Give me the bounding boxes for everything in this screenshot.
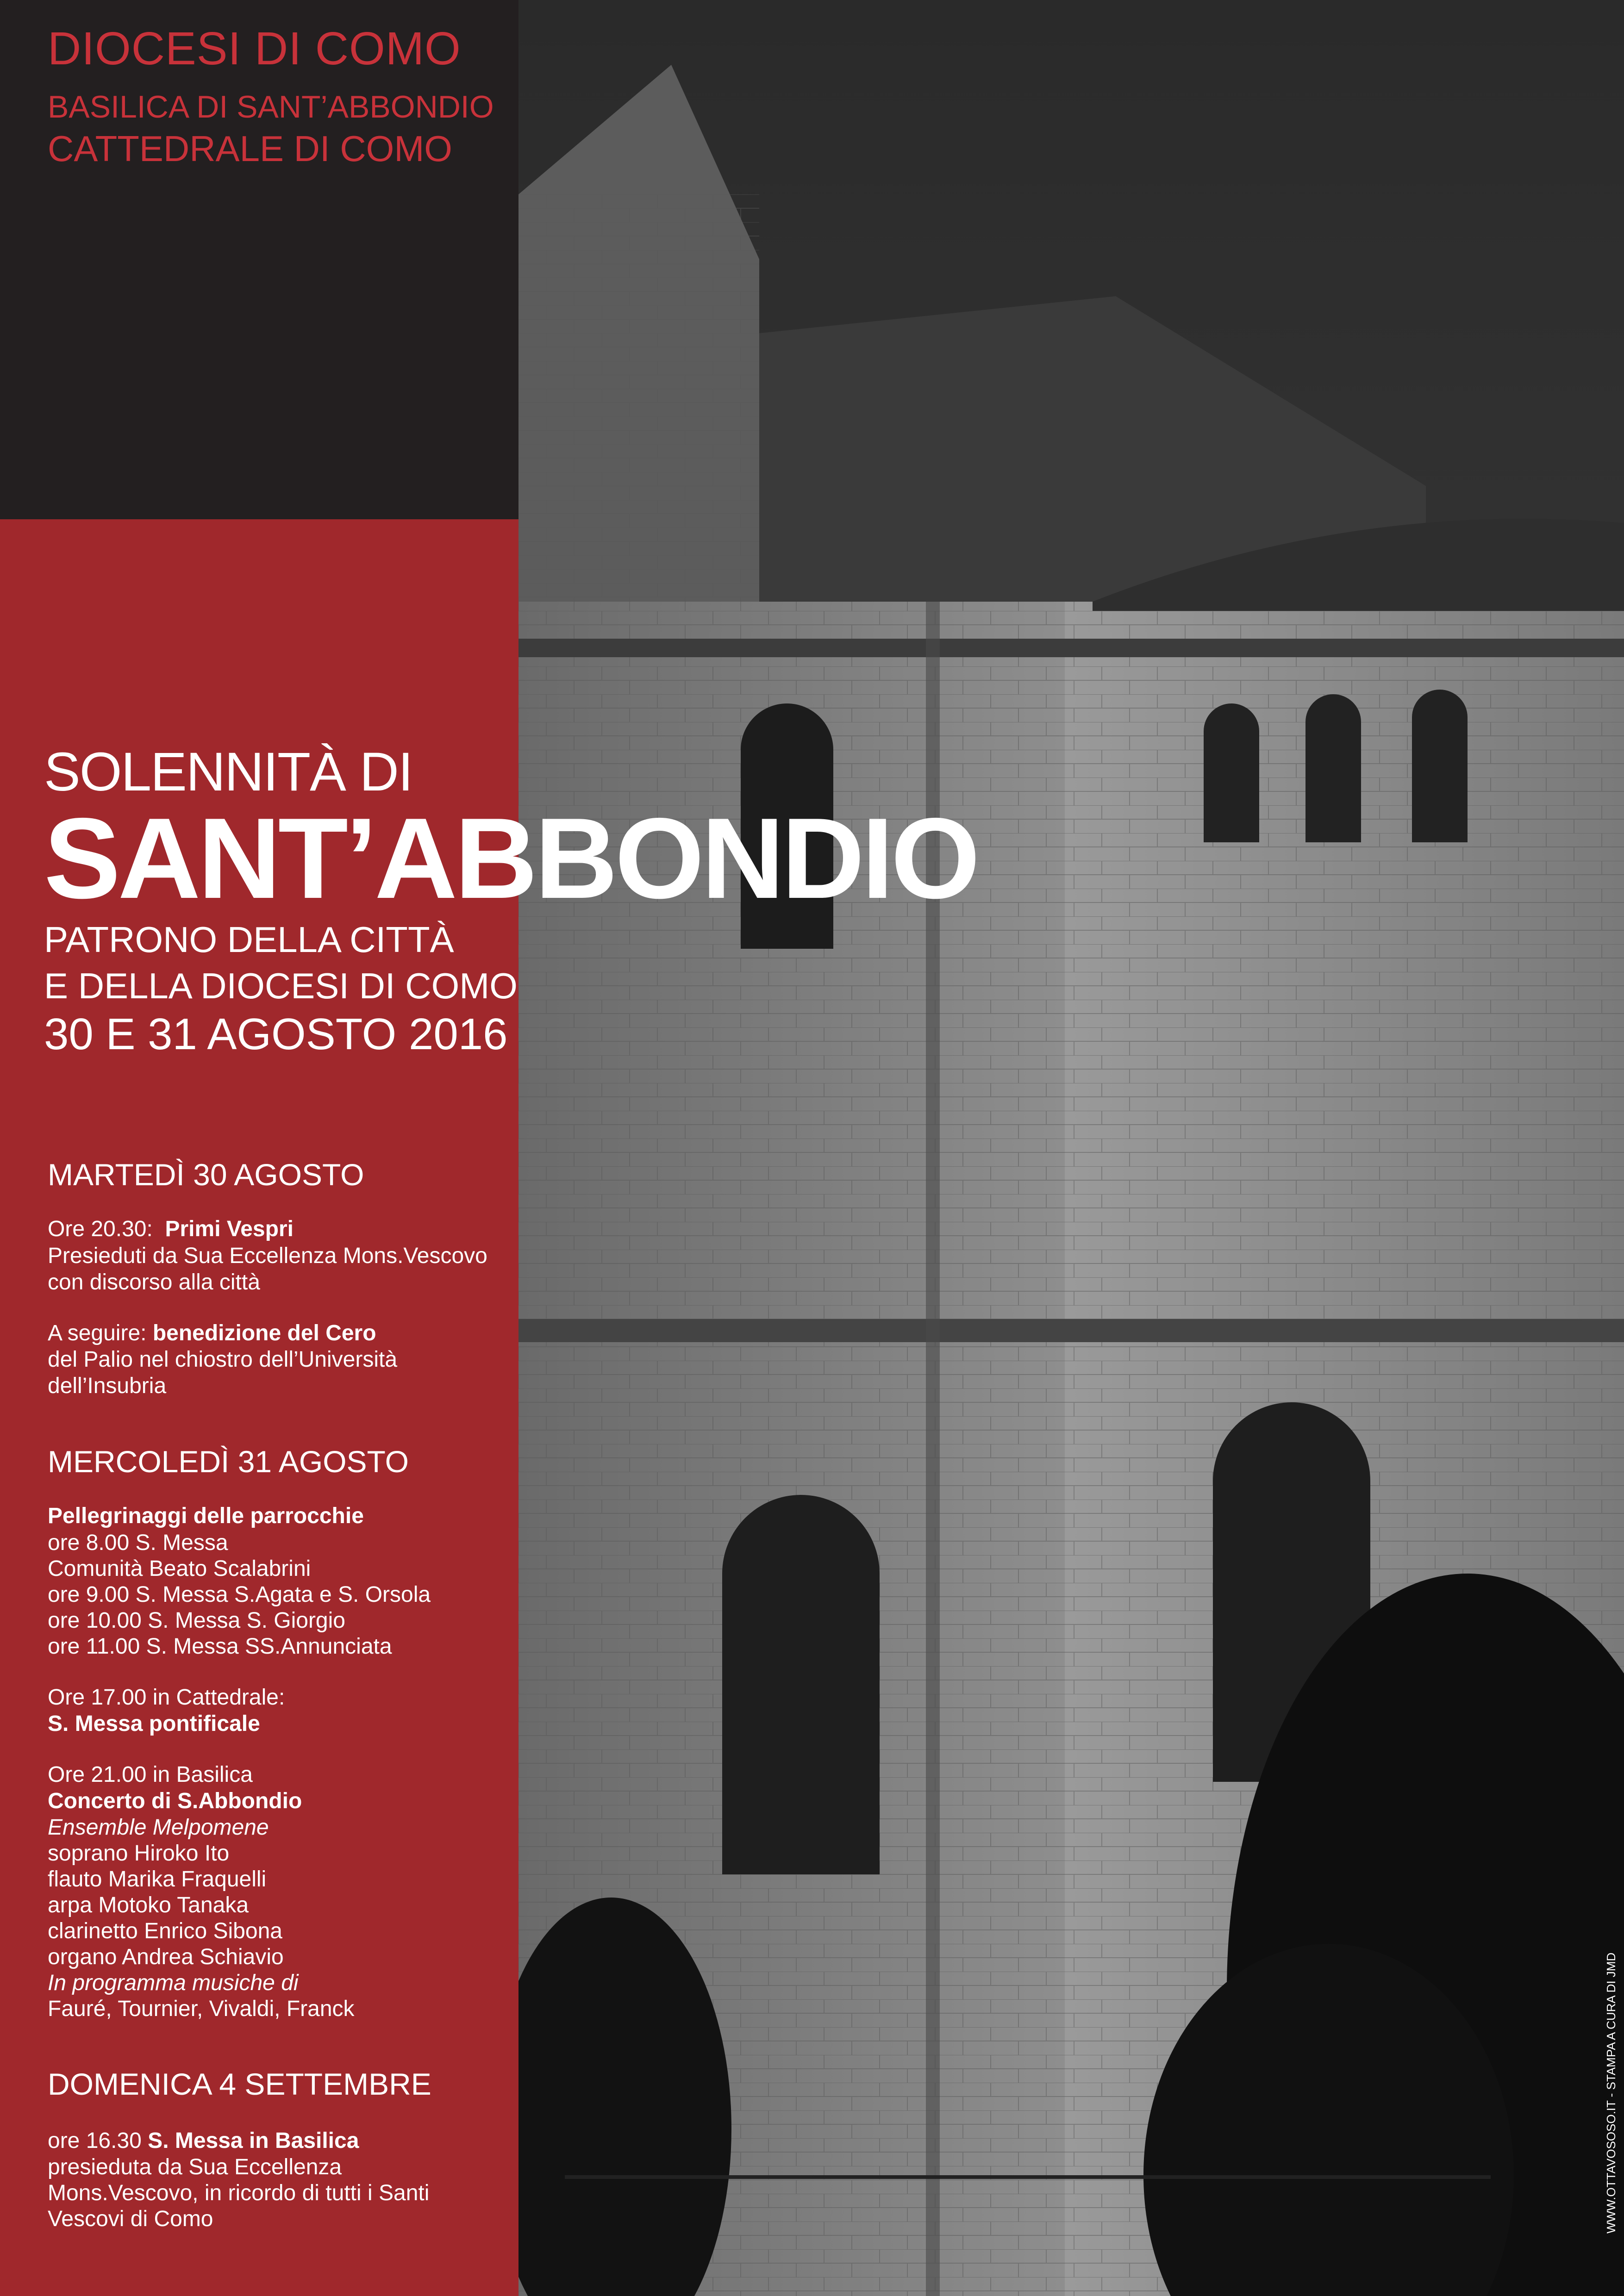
print-credit: WWW.OTTAVOSOSO.IT - STAMPA A CURA DI JMD bbox=[1604, 1952, 1618, 2234]
basilica-photo bbox=[518, 0, 1624, 2296]
day3-event-line: Vescovi di Como bbox=[48, 2207, 213, 2231]
pilgrimage-title: Pellegrinaggi delle parrocchie bbox=[48, 1504, 364, 1528]
pilgrimage-line: ore 9.00 S. Messa S.Agata e S. Orsola bbox=[48, 1582, 431, 1607]
diocese-title: DIOCESI DI COMO bbox=[48, 23, 461, 75]
pilgrimage-line: Comunità Beato Scalabrini bbox=[48, 1556, 311, 1581]
pilgrimage-line: ore 11.00 S. Messa SS.Annunciata bbox=[48, 1634, 392, 1659]
concert-program-label: In programma musiche di bbox=[48, 1971, 299, 1995]
concert-performer: organo Andrea Schiavio bbox=[48, 1945, 284, 1969]
cathedral-mass-time: Ore 17.00 in Cattedrale: bbox=[48, 1685, 285, 1710]
day1-event2-pre: A seguire: bbox=[48, 1321, 147, 1345]
day3-event-line: Mons.Vescovo, in ricordo di tutti i Santi bbox=[48, 2181, 430, 2205]
day3-event-line1 bbox=[48, 2130, 359, 2152]
event-pretitle: SOLENNITÀ DI bbox=[44, 741, 412, 803]
day1-event2-line2: del Palio nel chiostro dell’Università bbox=[48, 1347, 398, 1372]
day1-event2-title: benedizione del Cero bbox=[152, 1321, 376, 1345]
event-subtitle-2: E DELLA DIOCESI DI COMO bbox=[44, 965, 518, 1006]
concert-performer: soprano Hiroko Ito bbox=[48, 1841, 230, 1866]
day3-event-line: presieduta da Sua Eccellenza bbox=[48, 2155, 342, 2179]
concert-time: Ore 21.00 in Basilica bbox=[48, 1762, 253, 1787]
day3-event-title: S. Messa in Basilica bbox=[148, 2128, 359, 2153]
concert-ensemble: Ensemble Melpomene bbox=[48, 1815, 269, 1840]
day3-event-time: ore 16.30 bbox=[48, 2128, 142, 2153]
concert-performer: flauto Marika Fraquelli bbox=[48, 1867, 267, 1892]
day1-event1-line3: con discorso alla città bbox=[48, 1270, 260, 1294]
day1-event2-line3: dell’Insubria bbox=[48, 1374, 167, 1398]
day1-event1-title: Primi Vespri bbox=[165, 1217, 294, 1241]
event-title: SANT’ABBONDIO bbox=[44, 794, 978, 922]
concert-composers: Fauré, Tournier, Vivaldi, Franck bbox=[48, 1997, 355, 2021]
concert-performer: arpa Motoko Tanaka bbox=[48, 1893, 249, 1917]
day1-event2-line1 bbox=[48, 1322, 376, 1344]
concert-performer: clarinetto Enrico Sibona bbox=[48, 1919, 282, 1943]
basilica-title: BASILICA DI SANT’ABBONDIO bbox=[48, 89, 494, 124]
header-panel bbox=[0, 0, 518, 519]
day1-event1-line2: Presieduti da Sua Eccellenza Mons.Vescovo bbox=[48, 1244, 487, 1268]
cathedral-mass-title: S. Messa pontificale bbox=[48, 1711, 260, 1736]
cathedral-title: CATTEDRALE DI COMO bbox=[48, 128, 452, 169]
concert-title: Concerto di S.Abbondio bbox=[48, 1789, 302, 1813]
event-dates: 30 E 31 AGOSTO 2016 bbox=[44, 1009, 508, 1059]
event-subtitle-1: PATRONO DELLA CITTÀ bbox=[44, 919, 454, 960]
day1-event1-time: Ore 20.30: bbox=[48, 1217, 153, 1241]
day3-heading: DOMENICA 4 SETTEMBRE bbox=[48, 2067, 431, 2101]
day1-event1-line1 bbox=[48, 1218, 294, 1240]
pilgrimage-line: ore 8.00 S. Messa bbox=[48, 1531, 228, 1555]
pilgrimage-line: ore 10.00 S. Messa S. Giorgio bbox=[48, 1608, 345, 1633]
day1-heading: MARTEDÌ 30 AGOSTO bbox=[48, 1157, 364, 1192]
day2-heading: MERCOLEDÌ 31 AGOSTO bbox=[48, 1444, 409, 1479]
